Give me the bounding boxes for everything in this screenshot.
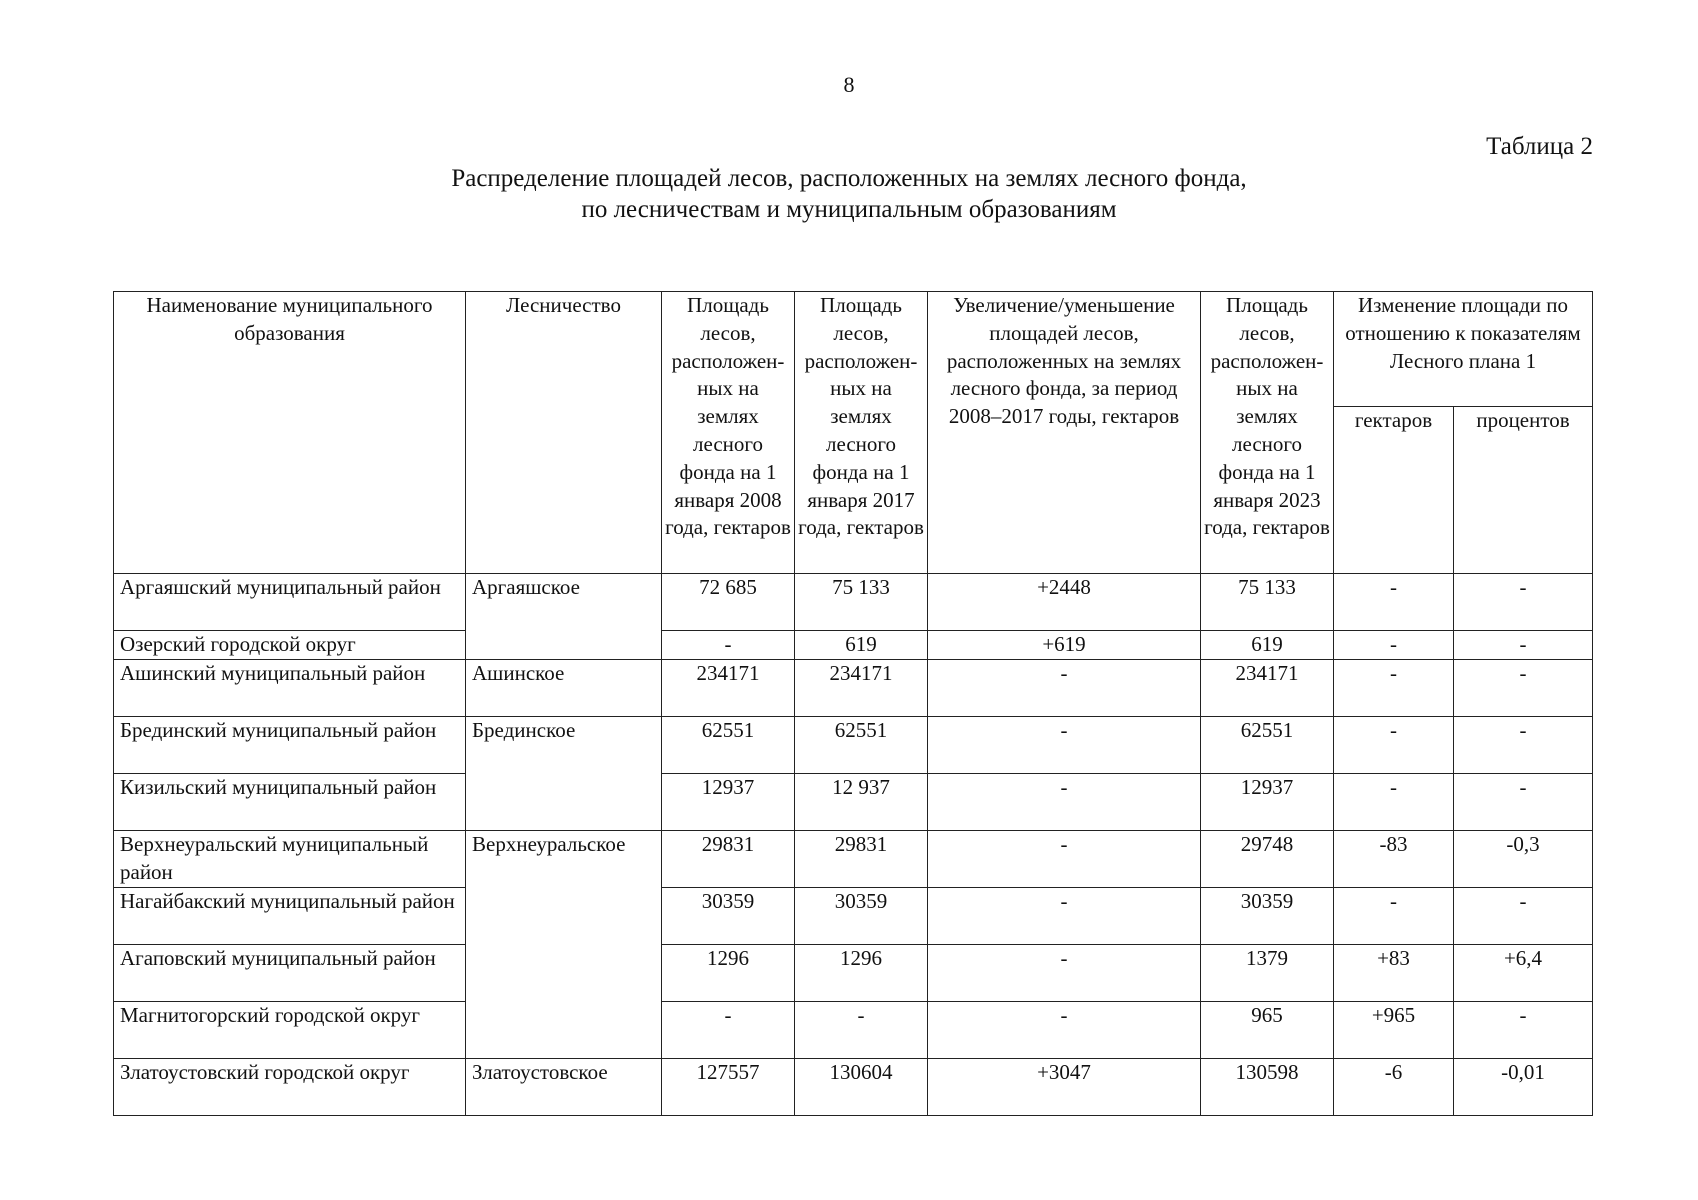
change-cell: - xyxy=(928,773,1201,830)
municipality-cell: Ашинский муниципальный район xyxy=(114,659,466,716)
municipality-cell: Магнитогорский городской округ xyxy=(114,1001,466,1058)
table-row xyxy=(114,1058,1593,1115)
area-2008-cell: 62551 xyxy=(662,716,795,773)
hectares-cell: - xyxy=(1334,773,1454,830)
area-2017-cell: 62551 xyxy=(795,716,928,773)
header-area-2017: Площадь лесов, расположен-ных на землях лесного фонда на 1 января 2017 года, гектаров xyxy=(795,292,928,574)
change-cell: - xyxy=(928,944,1201,1001)
title-line-1: Распределение площадей лесов, расположенных на землях лесного фонда, xyxy=(451,165,1247,192)
change-cell: +619 xyxy=(928,631,1201,660)
municipality-cell: Кизильский муниципальный район xyxy=(114,773,466,830)
percent-cell: - xyxy=(1454,631,1593,660)
header-change-vs-plan: Изменение площади по отношению к показателям Лесного плана 1 xyxy=(1334,292,1593,407)
header-hectares: гектаров xyxy=(1334,407,1454,574)
header-area-2023: Площадь лесов, расположен-ных на землях лесного фонда на 1 января 2023 года, гектаров xyxy=(1201,292,1334,574)
area-2017-cell: 29831 xyxy=(795,830,928,887)
percent-cell: - xyxy=(1454,574,1593,631)
forestry-cell: Златоустовское xyxy=(466,1058,662,1115)
area-2017-cell: 234171 xyxy=(795,659,928,716)
area-2017-cell: 30359 xyxy=(795,887,928,944)
table-row xyxy=(114,944,1593,1001)
percent-cell: - xyxy=(1454,659,1593,716)
change-cell: - xyxy=(928,659,1201,716)
area-2008-cell: 234171 xyxy=(662,659,795,716)
forestry-cell: Брединское xyxy=(466,716,662,830)
hectares-cell: +965 xyxy=(1334,1001,1454,1058)
percent-cell: - xyxy=(1454,887,1593,944)
hectares-cell: - xyxy=(1334,631,1454,660)
area-2023-cell: 130598 xyxy=(1201,1058,1334,1115)
forestry-cell: Аргаяшское xyxy=(466,574,662,660)
area-2017-cell: 75 133 xyxy=(795,574,928,631)
hectares-cell: - xyxy=(1334,659,1454,716)
hectares-cell: +83 xyxy=(1334,944,1454,1001)
change-cell: +3047 xyxy=(928,1058,1201,1115)
municipality-cell: Аргаяшский муниципальный район xyxy=(114,574,466,631)
change-cell: - xyxy=(928,1001,1201,1058)
municipality-cell: Златоустовский городской округ xyxy=(114,1058,466,1115)
area-2008-cell: 127557 xyxy=(662,1058,795,1115)
header-municipality: Наименование муниципального образования xyxy=(114,292,466,574)
percent-cell: +6,4 xyxy=(1454,944,1593,1001)
area-2023-cell: 75 133 xyxy=(1201,574,1334,631)
area-2017-cell: 12 937 xyxy=(795,773,928,830)
change-cell: - xyxy=(928,887,1201,944)
table-label: Таблица 2 xyxy=(1486,133,1593,160)
header-forestry: Лесничество xyxy=(466,292,662,574)
area-2023-cell: 29748 xyxy=(1201,830,1334,887)
header-area-2008: Площадь лесов, расположен-ных на землях лесного фонда на 1 января 2008 года, гектаров xyxy=(662,292,795,574)
hectares-cell: - xyxy=(1334,574,1454,631)
table-row xyxy=(114,1001,1593,1058)
area-2023-cell: 30359 xyxy=(1201,887,1334,944)
area-2008-cell: 30359 xyxy=(662,887,795,944)
area-2008-cell: - xyxy=(662,1001,795,1058)
table-row xyxy=(114,830,1593,887)
change-cell: +2448 xyxy=(928,574,1201,631)
area-2008-cell: 12937 xyxy=(662,773,795,830)
municipality-cell: Агаповский муниципальный район xyxy=(114,944,466,1001)
area-2023-cell: 965 xyxy=(1201,1001,1334,1058)
area-2017-cell: 619 xyxy=(795,631,928,660)
table-row xyxy=(114,659,1593,716)
forestry-cell: Ашинское xyxy=(466,659,662,716)
area-2008-cell: - xyxy=(662,631,795,660)
change-cell: - xyxy=(928,716,1201,773)
area-2023-cell: 619 xyxy=(1201,631,1334,660)
area-2017-cell: 130604 xyxy=(795,1058,928,1115)
table-row xyxy=(114,716,1593,773)
area-2023-cell: 62551 xyxy=(1201,716,1334,773)
area-2008-cell: 1296 xyxy=(662,944,795,1001)
table-row xyxy=(114,574,1593,631)
area-2023-cell: 234171 xyxy=(1201,659,1334,716)
forest-area-table xyxy=(113,291,1593,1116)
percent-cell: - xyxy=(1454,1001,1593,1058)
area-2017-cell: 1296 xyxy=(795,944,928,1001)
header-change-2008-2017: Увеличение/уменьшение площадей лесов, расположенных на землях лесного фонда, за период 2008–2017 годы, гектаров xyxy=(928,292,1201,574)
table-row xyxy=(114,887,1593,944)
document-title xyxy=(0,163,1698,225)
municipality-cell: Нагайбакский муниципальный район xyxy=(114,887,466,944)
percent-cell: -0,01 xyxy=(1454,1058,1593,1115)
area-2008-cell: 29831 xyxy=(662,830,795,887)
table-row xyxy=(114,773,1593,830)
hectares-cell: -83 xyxy=(1334,830,1454,887)
table-row xyxy=(114,631,1593,660)
area-2023-cell: 1379 xyxy=(1201,944,1334,1001)
area-2023-cell: 12937 xyxy=(1201,773,1334,830)
forestry-cell: Верхнеуральское xyxy=(466,830,662,1058)
change-cell: - xyxy=(928,830,1201,887)
page-number: 8 xyxy=(843,72,855,97)
percent-cell: - xyxy=(1454,716,1593,773)
area-2008-cell: 72 685 xyxy=(662,574,795,631)
hectares-cell: -6 xyxy=(1334,1058,1454,1115)
area-2017-cell: - xyxy=(795,1001,928,1058)
percent-cell: -0,3 xyxy=(1454,830,1593,887)
title-line-2: по лесничествам и муниципальным образованиям xyxy=(581,196,1117,223)
municipality-cell: Озерский городской округ xyxy=(114,631,466,660)
hectares-cell: - xyxy=(1334,887,1454,944)
municipality-cell: Верхнеуральский муниципальный район xyxy=(114,830,466,887)
header-percent: процентов xyxy=(1454,407,1593,574)
municipality-cell: Брединский муниципальный район xyxy=(114,716,466,773)
hectares-cell: - xyxy=(1334,716,1454,773)
percent-cell: - xyxy=(1454,773,1593,830)
